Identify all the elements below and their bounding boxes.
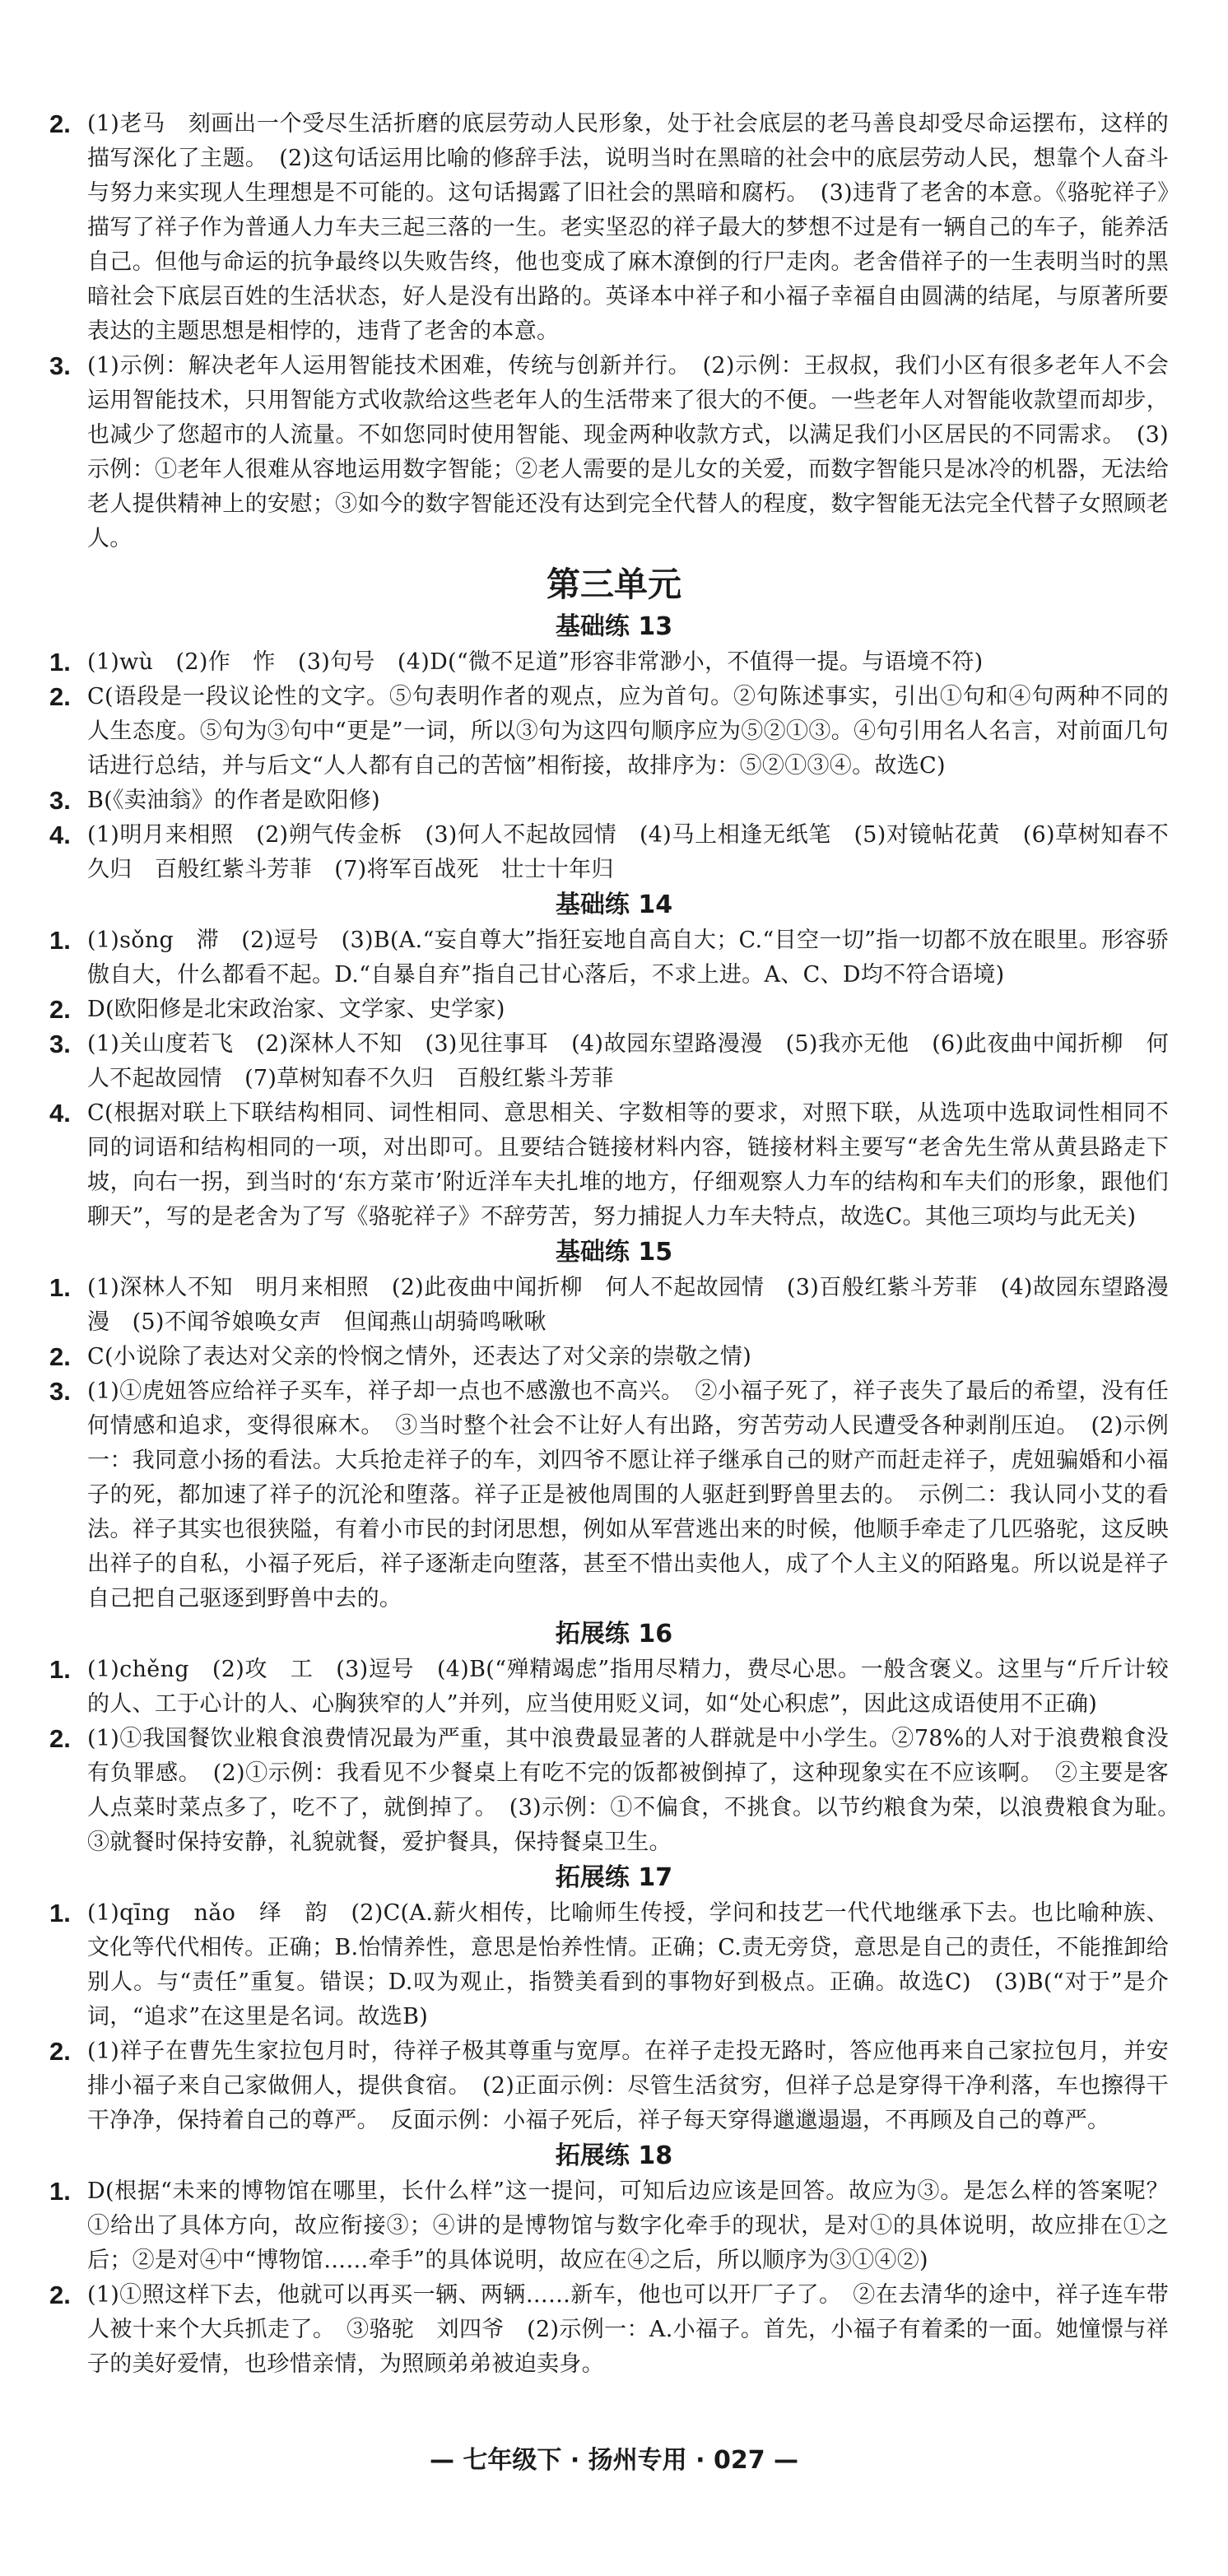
item-text: C(根据对联上下联结构相同、词性相同、意思相关、字数相等的要求，对照下联，从选项中选取词性相同不同的词语和结构相同的一项，对出即可。且要结合链接材料内容，链接材料主要写“老舍先生常从黄县路走下坡，向右一拐，到当时的‘东方菜市’附近洋车夫扎堆的地方，仔细观察人力车的结构和车夫们的形象，跟他们聊天”，写的是老舍为了写《骆驼祥子》不辞劳苦，努力捕捉人力车夫特点，故选C。其他三项均与此无关) xyxy=(87,1100,1169,1230)
item-text: (1)①我国餐饮业粮食浪费情况最为严重，其中浪费最显著的人群就是中小学生。②78%的人对于浪费粮食没有负罪感。 (2)①示例：我看见不少餐桌上有吃不完的饭都被倒掉了，这种现象实在不应该啊。 ②主要是客人点菜时菜点多了，吃不了，就倒掉了。 (3)示例：①不偏食，不挑食。以节约粮食为荣，以浪费粮食为耻。 ③就餐时保持安静，礼貌就餐，爱护餐具，保持餐桌卫生。 xyxy=(87,1726,1192,1855)
answer-item xyxy=(49,923,1169,993)
answer-item xyxy=(49,645,1169,680)
item-text: (1)深林人不知 明月来相照 (2)此夜曲中闻折柳 何人不起故园情 (3)百般红紫斗芳菲 (4)故园东望路漫漫 (5)不闻爷娘唤女声 但闻燕山胡骑鸣啾啾 xyxy=(87,1275,1169,1335)
section-title: 基础练 15 xyxy=(555,1238,673,1267)
item-text: C(小说除了表达对父亲的怜悯之情外，还表达了对父亲的崇敬之情) xyxy=(87,1344,752,1369)
answer-item xyxy=(49,1096,1169,1235)
item-number: 2. xyxy=(49,2281,71,2309)
unit-title: 第三单元 xyxy=(547,565,681,604)
item-number: 2. xyxy=(49,995,71,1024)
section-title: 拓展练 18 xyxy=(555,2141,673,2170)
item-text: (1)qīng nǎo 绎 韵 (2)C(A.薪火相传，比喻师生传授，学问和技艺一代代地继承下去。也比喻种族、文化等代代相传。正确；B.怡情养性，意思是怡养性情。正确；C.责无旁贷，意思是自己的责任，不能推卸给别人。与“责任”重复。错误；D.叹为观止，指赞美看到的事物好到极点。正确。故选C) (3)B(“对于”是介词，“追求”在这里是名词。故选B) xyxy=(87,1900,1169,2030)
item-number: 2. xyxy=(49,1724,71,1753)
item-text: (1)示例：解决老年人运用智能技术困难，传统与创新并行。 (2)示例：王叔叔，我们小区有很多老年人不会运用智能技术，只用智能方式收款给这些老年人的生活带来了很大的不便。一些老年人对智能收款望而却步，也减少了您超市的人流量。不如您同时使用智能、现金两种收款方式，以满足我们小区居民的不同需求。 (3)示例：①老年人很难从容地运用数字智能；②老人需要的是儿女的关爱，而数字智能只是冰冷的机器，无法给老人提供精神上的安慰；③如今的数字智能还没有达到完全代替人的程度，数字智能无法完全代替子女照顾老人。 xyxy=(87,353,1169,551)
item-text: (1)①照这样下去，他就可以再买一辆、两辆……新车，他也可以开厂子了。 ②在去清华的途中，祥子连车带人被十来个大兵抓走了。 ③骆驼 刘四爷 (2)示例一：A.小福子。首先，小福子有着柔的一面。她憧憬与祥子的美好爱情，也珍惜亲情，为照顾弟弟被迫卖身。 xyxy=(87,2282,1169,2377)
item-number: 2. xyxy=(49,1342,71,1371)
answer-item xyxy=(49,1722,1192,1860)
answer-item xyxy=(49,993,1169,1027)
item-number: 1. xyxy=(49,926,71,955)
answer-item xyxy=(49,783,1169,818)
section-title: 拓展练 17 xyxy=(555,1863,673,1892)
item-number: 2. xyxy=(49,682,71,711)
item-text: (1)明月来相照 (2)朔气传金柝 (3)何人不起故园情 (4)马上相逢无纸笔 (5)对镜帖花黄 (6)草树知春不久归 百般红紫斗芳菲 (7)将军百战死 壮士十年归 xyxy=(87,822,1169,882)
item-text: (1)wù (2)作 怍 (3)句号 (4)D(“微不足道”形容非常渺小，不值得一提。与语境不符) xyxy=(87,649,984,675)
item-number: 1. xyxy=(49,1899,71,1927)
item-number: 3. xyxy=(49,1030,71,1058)
sections-container xyxy=(0,609,1228,2382)
item-number: 1. xyxy=(49,1655,71,1684)
answer-item xyxy=(49,1374,1169,1616)
item-number: 1. xyxy=(49,1273,71,1302)
answer-item xyxy=(49,818,1169,887)
answer-item xyxy=(49,1271,1169,1340)
answer-item xyxy=(49,2174,1169,2278)
item-text: (1)祥子在曹先生家拉包月时，待祥子极其尊重与宽厚。在祥子走投无路时，答应他再来自己家拉包月，并安排小福子来自己家做佣人，提供食宿。 (2)正面示例：尽管生活贫穷，但祥子总是穿得干净利落，车也擦得干干净净，保持着自己的尊严。 反面示例：小福子死后，祥子每天穿得邋邋遢遢，不再顾及自己的尊严。 xyxy=(87,2039,1169,2133)
answer-item xyxy=(49,1027,1169,1096)
section-title: 基础练 14 xyxy=(555,890,673,919)
item-number: 4. xyxy=(49,821,71,849)
answer-item-top-3 xyxy=(49,349,1169,556)
item-text: (1)老马 刻画出一个受尽生活折磨的底层劳动人民形象，处于社会底层的老马善良却受尽命运摆布，这样的描写深化了主题。 (2)这句话运用比喻的修辞手法，说明当时在黑暗的社会中的底层劳动人民，想靠个人奋斗与努力来实现人生理想是不可能的。这句话揭露了旧社会的黑暗和腐朽。 (3)违背了老舍的本意。《骆驼祥子》描写了祥子作为普通人力车夫三起三落的一生。老实坚忍的祥子最大的梦想不过是有一辆自己的车子，能养活自己。但他与命运的抗争最终以失败告终，他也变成了麻木潦倒的行尸走肉。老舍借祥子的一生表明当时的黑暗社会下底层百姓的生活状态，好人是没有出路的。英译本中祥子和小福子幸福自由圆满的结尾，与原著所要表达的主题思想是相悖的，违背了老舍的本意。 xyxy=(87,111,1169,344)
item-number: 2. xyxy=(49,2037,71,2066)
answer-item xyxy=(49,680,1169,783)
item-text: (1)①虎妞答应给祥子买车，祥子却一点也不感激也不高兴。 ②小福子死了，祥子丧失了最后的希望，没有任何情感和追求，变得很麻木。 ③当时整个社会不让好人有出路，穷苦劳动人民遭受各种剥削压迫。 (2)示例一：我同意小扬的看法。大兵抢走祥子的车，刘四爷不愿让祥子继承自己的财产而赶走祥子，虎妞骗婚和小福子的死，都加速了祥子的沉沦和堕落。祥子正是被他周围的人驱赶到野兽里去的。 示例二：我认同小艾的看法。祥子其实也很狭隘，有着小市民的封闭思想，例如从军营逃出来的时候，他顺手牵走了几匹骆驼，这反映出祥子的自私，小福子死后，祥子逐渐走向堕落，甚至不惜出卖他人，成了个人主义的陌路鬼。所以说是祥子自己把自己驱逐到野兽中去的。 xyxy=(87,1379,1169,1611)
item-text: C(语段是一段议论性的文字。⑤句表明作者的观点，应为首句。②句陈述事实，引出①句和④句两种不同的人生态度。⑤句为③句中“更是”一词，所以③句为这四句顺序应为⑤②①③。④句引用名人名言，对前面几句话进行总结，并与后文“人人都有自己的苦恼”相衔接，故排序为：⑤②①③④。故选C) xyxy=(87,684,1169,779)
answer-item xyxy=(49,1340,1169,1374)
item-text: D(欧阳修是北宋政治家、文学家、史学家) xyxy=(87,997,505,1022)
item-number: 3. xyxy=(49,1377,71,1406)
answer-item xyxy=(49,1896,1169,2034)
item-number: 3. xyxy=(49,786,71,815)
section-title: 拓展练 16 xyxy=(555,1620,673,1648)
item-text: (1)sǒng 滞 (2)逗号 (3)B(A.“妄自尊大”指狂妄地自高自大；C.“目空一切”指一切都不放在眼里。形容骄傲自大，什么都看不起。D.“自暴自弃”指自己甘心落后，不求上进。A、C、D均不符合语境) xyxy=(87,928,1169,988)
item-number: 1. xyxy=(49,648,71,677)
section-title: 基础练 13 xyxy=(555,612,673,641)
item-number: 3. xyxy=(49,351,71,380)
item-text: (1)chěng (2)攻 工 (3)逗号 (4)B(“殚精竭虑”指用尽精力，费尽心思。一般含褒义。这里与“斤斤计较的人、工于心计的人、心胸狭窄的人”并列，应当使用贬义词，如“处心积虑”，因此这成语使用不正确) xyxy=(87,1657,1169,1717)
answer-item-top-2 xyxy=(49,107,1169,349)
item-text: (1)关山度若飞 (2)深林人不知 (3)见往事耳 (4)故园东望路漫漫 (5)我亦无他 (6)此夜曲中闻折柳 何人不起故园情 (7)草树知春不久归 百般红紫斗芳菲 xyxy=(87,1031,1169,1091)
answer-item xyxy=(49,2034,1169,2138)
answer-item xyxy=(49,2278,1169,2382)
page-footer: — 七年级下 · 扬州专用 · 027 — xyxy=(429,2446,799,2475)
item-number: 2. xyxy=(49,109,71,138)
item-number: 4. xyxy=(49,1099,71,1128)
item-text: B(《卖油翁》的作者是欧阳修) xyxy=(87,788,380,813)
item-number: 1. xyxy=(49,2177,71,2206)
item-text: D(根据“未来的博物馆在哪里，长什么样”这一提问，可知后边应该是回答。故应为③。是怎么样的答案呢？①给出了具体方向，故应衔接③；④讲的是博物馆与数字化牵手的现状，是对①的具体说明，故应排在①之后；②是对④中“博物馆……牵手”的具体说明，故应在④之后，所以顺序为③①④②) xyxy=(87,2178,1169,2273)
answer-item xyxy=(49,1653,1169,1722)
